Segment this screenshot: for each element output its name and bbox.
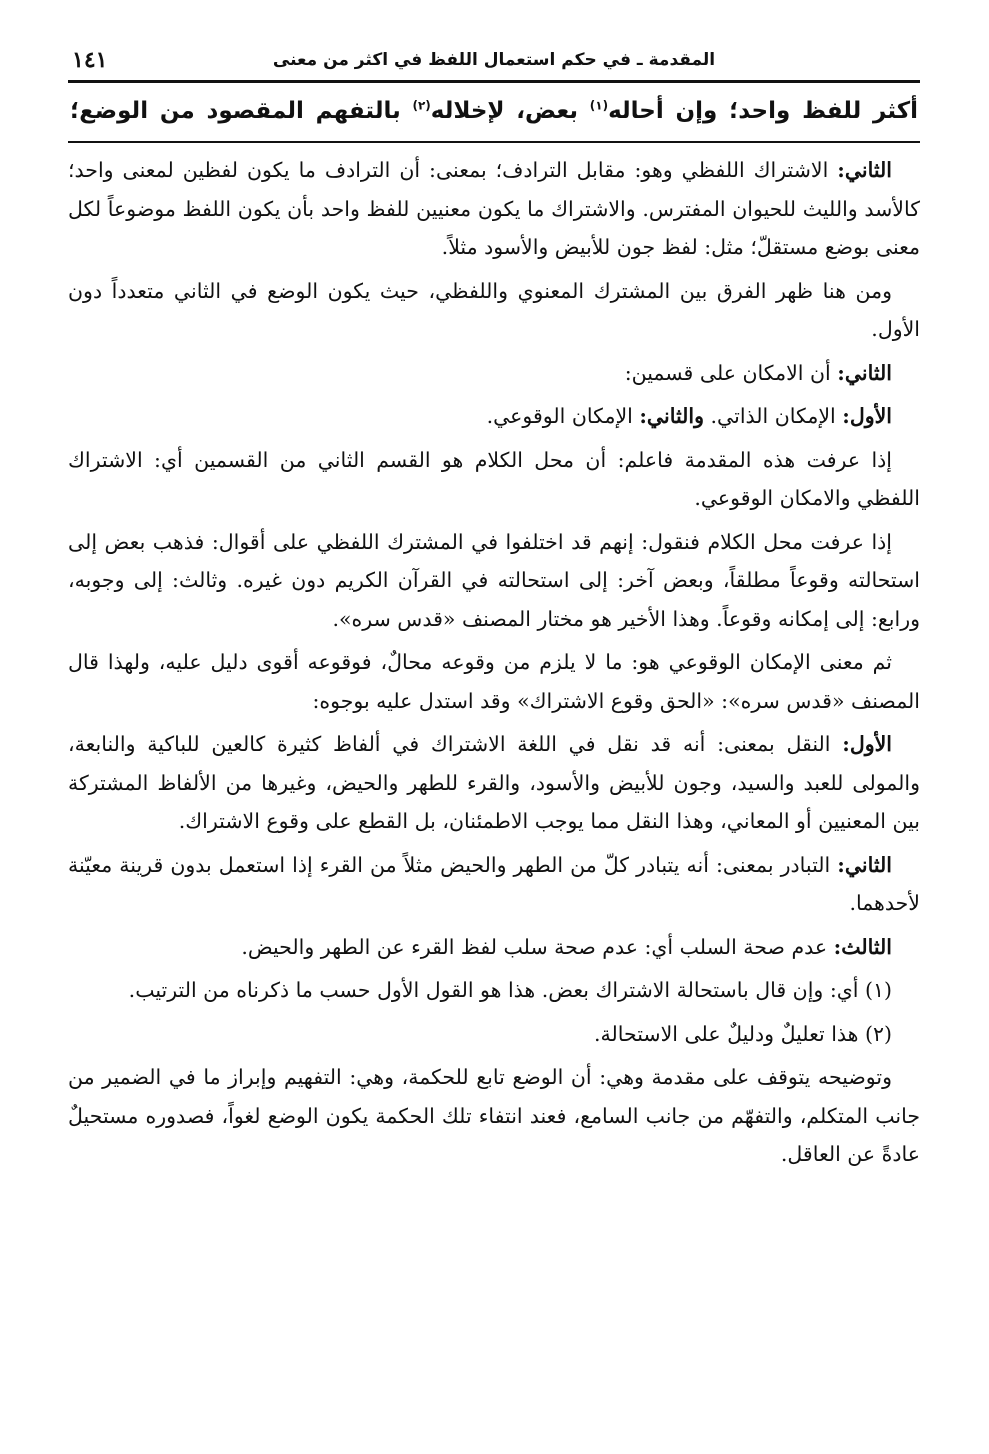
header-title: المقدمة ـ في حكم استعمال اللفظ في اكثر من معنى xyxy=(272,50,716,70)
paragraph-4-label-a: الأول: xyxy=(842,404,892,428)
page-number: ١٤١ xyxy=(72,47,108,73)
footnote-2 xyxy=(68,1015,920,1054)
matn-part-1: أكثر للفظ واحد؛ وإن أحاله xyxy=(608,98,918,124)
matn-text xyxy=(68,83,920,139)
paragraph-8-text: النقل بمعنى: أنه قد نقل في اللغة الاشتراك في ألفاظ كثيرة كالعين للباكية والنابعة، والمولى للعبد والسيد، وجون للأبيض والأسود، والقرء للطهر والحيض، وغيرها من الألفاظ المشتركة بين المعنيين أو المعاني، وهذا النقل مما يوجب الاطمئنان، بل القطع على وقوع الاشتراك. xyxy=(68,732,920,833)
paragraph-2-text: ومن هنا ظهر الفرق بين المشترك المعنوي واللفظي، حيث يكون الوضع في الثاني متعدداً دون الأول. xyxy=(68,278,920,341)
paragraph-6 xyxy=(68,523,920,639)
paragraph-9-text: التبادر بمعنى: أنه يتبادر كلّ من الطهر والحيض مثلاً من القرء إذا استعمل بدون قرينة معيّنة لأحدهما. xyxy=(68,852,920,915)
paragraph-10 xyxy=(68,928,920,967)
paragraph-3-label: الثاني: xyxy=(837,360,892,385)
paragraph-2 xyxy=(68,272,920,349)
paragraph-1 xyxy=(68,151,920,267)
paragraph-4-label-b: والثاني: xyxy=(639,404,704,428)
paragraph-3-text: أن الامكان على قسمين: xyxy=(624,360,838,385)
paragraph-6-text: إذا عرفت محل الكلام فنقول: إنهم قد اختلفوا في المشترك اللفظي على أقوال: فذهب بعض إلى استحالته وقوعاً مطلقاً، وبعض آخر: إلى استحالته في القرآن الكريم دون غيره. وثالث: إلى وجوبه، ورابع: إلى إمكانه وقوعاً. وهذا الأخير هو مختار المصنف «قدس سره». xyxy=(68,529,920,631)
paragraph-3 xyxy=(68,354,920,393)
footnote-2-text: (٢) هذا تعليلٌ ودليلٌ على الاستحالة. xyxy=(593,1021,892,1046)
paragraph-9-label: الثاني: xyxy=(837,852,892,877)
paragraph-7-text: ثم معنى الإمكان الوقوعي هو: ما لا يلزم من وقوعه محالٌ، فوقوعه أقوى دليل عليه، ولهذا قال المصنف «قدس سره»: «الحق وقوع الاشتراك» وقد استدل عليه بوجوه: xyxy=(68,650,920,713)
paragraph-4 xyxy=(68,397,920,436)
matn-part-3: بالتفهم المقصود من الوضع؛ xyxy=(70,98,413,124)
book-page xyxy=(68,40,920,1179)
running-header xyxy=(68,40,920,80)
paragraph-7 xyxy=(68,643,920,720)
paragraph-5 xyxy=(68,441,920,518)
paragraph-9 xyxy=(68,846,920,923)
footnote-1 xyxy=(68,971,920,1010)
paragraph-1-label: الثاني: xyxy=(837,158,892,182)
footnote-marker-2[interactable]: (٢) xyxy=(412,98,431,113)
matn-rule xyxy=(68,141,920,143)
footnote-1-text: (١) أي: وإن قال باستحالة الاشتراك بعض. هذا هو القول الأول حسب ما ذكرناه من الترتيب. xyxy=(128,978,892,1002)
paragraph-8-label: الأول: xyxy=(842,732,892,756)
matn-part-2: بعض، لإخلاله xyxy=(430,98,590,124)
paragraph-11-text: وتوضيحه يتوقف على مقدمة وهي: أن الوضع تابع للحكمة، وهي: التفهيم وإبراز ما في الضمير من جانب المتكلم، والتفهّم من جانب السامع، فعند انتفاء تلك الحكمة يكون الوضع لغواً، فصدوره مستحيلٌ عادةً عن العاقل. xyxy=(68,1065,920,1166)
paragraph-10-text: عدم صحة السلب أي: عدم صحة سلب لفظ القرء عن الطهر والحيض. xyxy=(241,934,834,959)
paragraph-10-label: الثالث: xyxy=(833,934,892,959)
paragraph-11 xyxy=(68,1058,920,1174)
paragraph-1-text: الاشتراك اللفظي وهو: مقابل الترادف؛ بمعنى: أن الترادف ما يكون لفظين لمعنى واحد؛ كالأسد والليث للحيوان المفترس. والاشتراك ما يكون معنيين للفظ واحد بأن يكون اللفظ موضوعاً لكل معنى بوضع مستقلّ؛ مثل: لفظ جون للأبيض والأسود مثلاً. xyxy=(68,158,920,259)
paragraph-4-text-b: الإمكان الوقوعي. xyxy=(486,404,640,428)
paragraph-5-text: إذا عرفت هذه المقدمة فاعلم: أن محل الكلام هو القسم الثاني من القسمين أي: الاشتراك اللفظي والامكان الوقوعي. xyxy=(68,447,920,510)
paragraph-8 xyxy=(68,725,920,841)
paragraph-4-text-a: الإمكان الذاتي. xyxy=(704,404,843,428)
footnote-marker-1[interactable]: (١) xyxy=(589,98,609,113)
